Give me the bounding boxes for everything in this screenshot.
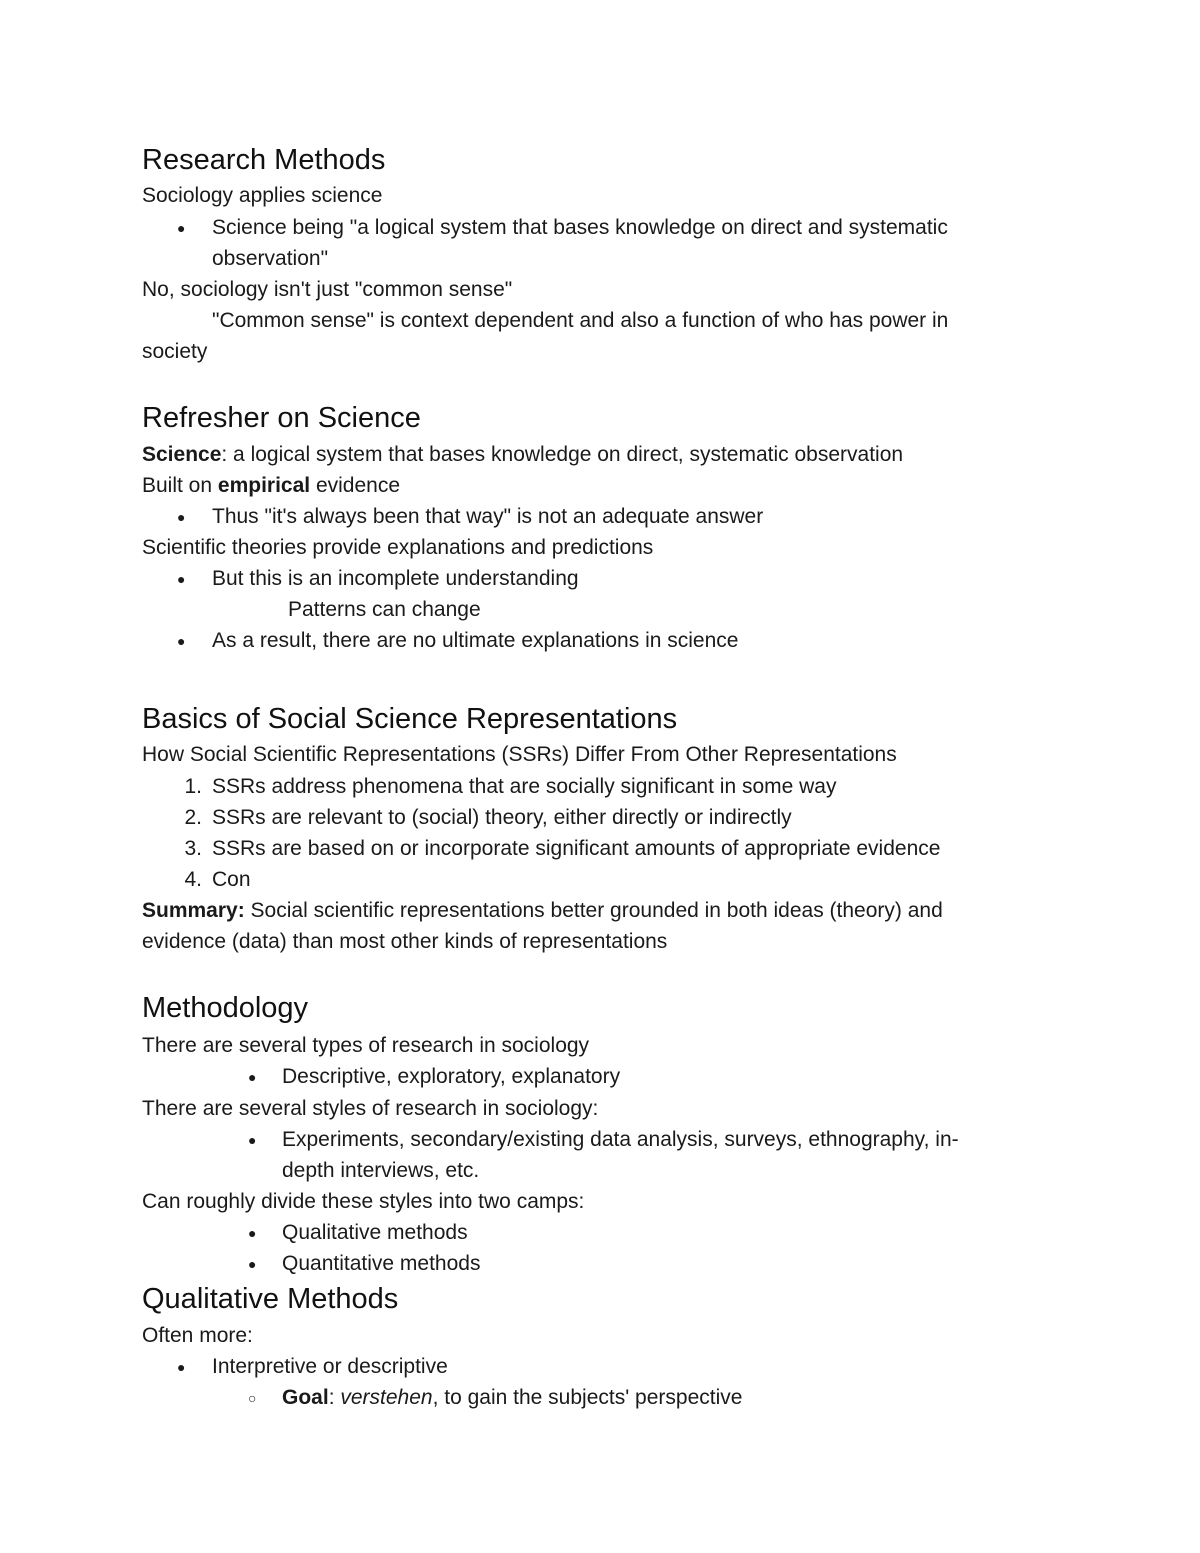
text-line-indented: Patterns can change: [288, 598, 481, 621]
bullet-icon: ●: [177, 220, 186, 236]
text-line: Sociology applies science: [142, 184, 383, 207]
bullet-text: Experiments, secondary/existing data analysis, surveys, ethnography, in-: [282, 1128, 959, 1151]
definition-text: : a logical system that bases knowledge on direct, systematic observation: [221, 443, 904, 466]
list-number: 1.: [184, 775, 202, 798]
text-line: How Social Scientific Representations (SSRs) Differ From Other Representations: [142, 743, 897, 766]
text-line: Scientific theories provide explanations and predictions: [142, 536, 654, 559]
bullet-icon: ●: [248, 1256, 257, 1272]
list-item: SSRs are relevant to (social) theory, either directly or indirectly: [212, 806, 792, 829]
bullet-icon: ●: [177, 571, 186, 587]
bullet-text-continued: observation": [212, 247, 329, 270]
list-number: 4.: [184, 868, 202, 891]
text-line: Often more:: [142, 1324, 253, 1347]
definition-term: Science: [142, 443, 222, 466]
bullet-text: Science being "a logical system that bases knowledge on direct and systematic: [212, 216, 948, 239]
emphasis-term: empirical: [217, 474, 311, 497]
text-line: There are several styles of research in sociology:: [142, 1097, 599, 1120]
heading-basics-ssr: Basics of Social Science Representations: [142, 703, 678, 735]
text-fragment: Built on: [142, 474, 218, 497]
sub-bullet-text: [282, 1386, 742, 1410]
summary-label: Summary:: [142, 899, 245, 922]
summary-line: [142, 899, 943, 923]
text-fragment: , to gain the subjects' perspective: [432, 1386, 743, 1409]
text-line: society: [142, 340, 208, 363]
bullet-icon: ●: [248, 1225, 257, 1241]
summary-text: Social scientific representations better grounded in both ideas (theory) and: [244, 899, 943, 922]
definition-line: [142, 443, 903, 467]
list-item: SSRs are based on or incorporate significant amounts of appropriate evidence: [212, 837, 941, 860]
bullet-text: As a result, there are no ultimate explanations in science: [212, 629, 739, 652]
heading-research-methods: Research Methods: [142, 144, 386, 176]
goal-term: verstehen: [340, 1386, 433, 1409]
bullet-icon: ●: [248, 1069, 257, 1085]
bullet-icon: ●: [248, 1132, 257, 1148]
summary-line-continued: evidence (data) than most other kinds of representations: [142, 930, 668, 953]
bullet-text: Descriptive, exploratory, explanatory: [282, 1065, 621, 1088]
bullet-icon: ●: [177, 633, 186, 649]
goal-label: Goal: [282, 1386, 329, 1409]
bullet-text: But this is an incomplete understanding: [212, 567, 579, 590]
text-line: Can roughly divide these styles into two camps:: [142, 1190, 585, 1213]
hollow-bullet-icon: ○: [248, 1390, 257, 1406]
bullet-text-continued: depth interviews, etc.: [282, 1159, 480, 1182]
text-line: No, sociology isn't just "common sense": [142, 278, 513, 301]
text-line: There are several types of research in sociology: [142, 1034, 590, 1057]
bullet-icon: ●: [177, 509, 186, 525]
text-fragment: :: [328, 1386, 341, 1409]
list-number: 2.: [184, 806, 202, 829]
bullet-text: Interpretive or descriptive: [212, 1355, 448, 1378]
list-item: SSRs address phenomena that are socially significant in some way: [212, 775, 837, 798]
bullet-text: Quantitative methods: [282, 1252, 481, 1275]
heading-refresher-on-science: Refresher on Science: [142, 402, 421, 434]
bullet-text: Thus "it's always been that way" is not an adequate answer: [212, 505, 764, 528]
text-line-indented: "Common sense" is context dependent and also a function of who has power in: [212, 309, 949, 332]
text-line: [142, 474, 400, 498]
heading-methodology: Methodology: [142, 992, 309, 1024]
bullet-icon: ●: [177, 1359, 186, 1375]
heading-qualitative-methods: Qualitative Methods: [142, 1283, 399, 1315]
text-fragment: evidence: [310, 474, 401, 497]
bullet-text: Qualitative methods: [282, 1221, 468, 1244]
list-item: Con: [212, 868, 251, 891]
list-number: 3.: [184, 837, 202, 860]
